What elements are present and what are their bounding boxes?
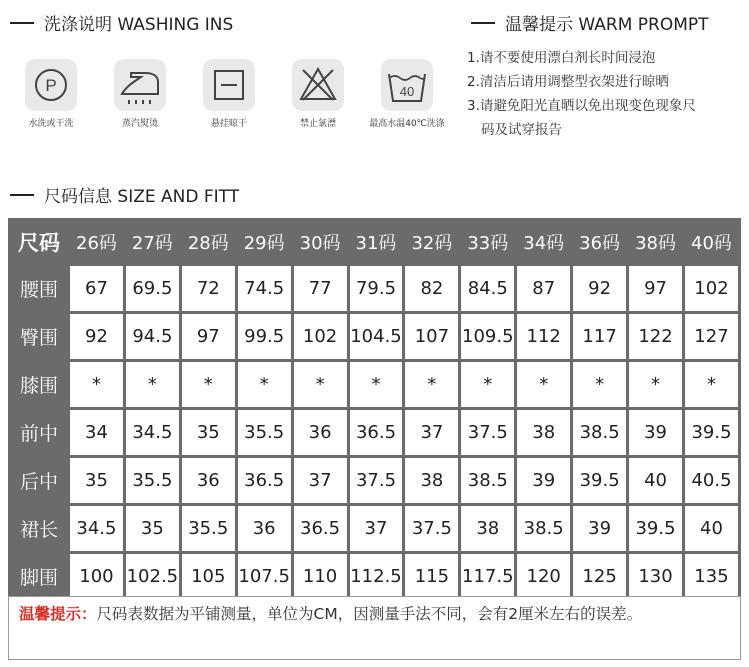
wash-item-wash-40 [364, 58, 450, 129]
wash-item-dry-clean [8, 58, 94, 129]
table-cell: 36.5 [350, 410, 403, 455]
table-row [11, 266, 738, 311]
table-cell: 92 [70, 314, 123, 359]
row-label-cell: 后中 [11, 458, 67, 503]
table-cell: 37.5 [350, 458, 403, 503]
table-cell: 77 [294, 266, 347, 311]
size-header-cell: 27码 [126, 221, 179, 263]
table-cell: 37.5 [405, 506, 458, 551]
table-cell: 39.5 [629, 506, 682, 551]
table-cell: 37.5 [461, 410, 514, 455]
table-cell: 35.5 [238, 410, 291, 455]
wash-temp-text: 40 [399, 84, 415, 99]
washing-title-text: 洗涤说明 WASHING INS [44, 15, 234, 35]
size-header-cell: 26码 [70, 221, 123, 263]
table-cell: 38 [461, 506, 514, 551]
line-dry-icon [202, 58, 256, 112]
table-cell: 37 [405, 410, 458, 455]
table-cell: 120 [517, 554, 570, 599]
table-cell: * [461, 362, 514, 407]
table-cell: * [294, 362, 347, 407]
prompt-line: 1.请不要使用漂白剂长时间浸泡 [467, 50, 656, 66]
table-cell: 40 [629, 458, 682, 503]
table-cell: 94.5 [126, 314, 179, 359]
table-cell: 37 [350, 506, 403, 551]
table-cell: * [350, 362, 403, 407]
table-cell: 35 [70, 458, 123, 503]
wash-item-label: 悬挂晾干 [210, 119, 247, 129]
table-cell: 36 [238, 506, 291, 551]
table-cell: 92 [573, 266, 626, 311]
size-header-cell: 34码 [517, 221, 570, 263]
size-header-cell: 36码 [573, 221, 626, 263]
table-cell: 102 [294, 314, 347, 359]
table-cell: 97 [182, 314, 235, 359]
table-cell: 130 [629, 554, 682, 599]
table-cell: 72 [182, 266, 235, 311]
table-cell: 35.5 [182, 506, 235, 551]
table-cell: 36.5 [238, 458, 291, 503]
row-label-cell: 腰围 [11, 266, 67, 311]
table-cell: * [70, 362, 123, 407]
table-cell: 36 [294, 410, 347, 455]
warm-prompt-list [467, 46, 742, 142]
size-header-cell: 33码 [461, 221, 514, 263]
table-cell: 115 [405, 554, 458, 599]
table-cell: 112.5 [350, 554, 403, 599]
table-row [11, 314, 738, 359]
table-cell: 100 [70, 554, 123, 599]
row-label-cell: 裙长 [11, 506, 67, 551]
wash-40-icon [380, 58, 434, 112]
table-cell: 105 [182, 554, 235, 599]
size-header-cell: 28码 [182, 221, 235, 263]
wash-item-steam-iron [97, 58, 183, 129]
washing-icons-row [8, 58, 453, 128]
table-cell: 38.5 [461, 458, 514, 503]
wash-item-no-bleach [275, 58, 361, 129]
table-cell: 104.5 [350, 314, 403, 359]
table-cell: 38.5 [517, 506, 570, 551]
wash-item-line-dry [186, 58, 272, 129]
table-cell: 109.5 [461, 314, 514, 359]
row-label-cell: 脚围 [11, 554, 67, 599]
table-cell: 38 [405, 458, 458, 503]
table-cell: 107.5 [238, 554, 291, 599]
table-cell: 39 [573, 506, 626, 551]
svg-text:P: P [45, 76, 57, 95]
table-cell: 36.5 [294, 506, 347, 551]
table-cell: 107 [405, 314, 458, 359]
size-section-title [10, 182, 239, 207]
table-cell: 67 [70, 266, 123, 311]
table-cell: 110 [294, 554, 347, 599]
washing-section-title [10, 10, 233, 35]
table-cell: 79.5 [350, 266, 403, 311]
table-cell: 74.5 [238, 266, 291, 311]
note-label: 温馨提示： [19, 605, 97, 623]
table-cell: * [238, 362, 291, 407]
table-cell: 97 [629, 266, 682, 311]
table-cell: 34.5 [126, 410, 179, 455]
table-cell: 82 [405, 266, 458, 311]
title-dash [10, 22, 34, 24]
prompt-line: 3.请避免阳光直晒以免出现变色现象尺 [467, 98, 696, 114]
row-label-cell: 前中 [11, 410, 67, 455]
table-cell: 35 [126, 506, 179, 551]
table-cell: * [517, 362, 570, 407]
table-cell: 40.5 [685, 458, 738, 503]
corner-cell: 尺码 [11, 221, 67, 263]
steam-iron-icon [113, 58, 167, 112]
size-header-cell: 32码 [405, 221, 458, 263]
title-dash [10, 194, 34, 196]
table-cell: * [629, 362, 682, 407]
table-row [11, 362, 738, 407]
row-label-cell: 膝围 [11, 362, 67, 407]
table-cell: * [405, 362, 458, 407]
table-row [11, 506, 738, 551]
table-cell: 39 [517, 458, 570, 503]
warm-prompt-title [471, 10, 709, 35]
warm-prompt-title-text: 温馨提示 WARM PROMPT [505, 15, 709, 35]
table-row [11, 554, 738, 599]
prompt-line: 2.清洁后请用调整型衣架进行晾晒 [467, 74, 669, 90]
table-cell: 122 [629, 314, 682, 359]
size-chart-table [8, 218, 741, 602]
no-bleach-icon [291, 58, 345, 112]
size-header-cell: 40码 [685, 221, 738, 263]
size-title-text: 尺码信息 SIZE AND FITT [44, 187, 240, 207]
size-header-cell: 31码 [350, 221, 403, 263]
table-cell: 39.5 [685, 410, 738, 455]
dry-clean-p-icon [24, 58, 78, 112]
table-cell: 34.5 [70, 506, 123, 551]
table-cell: 87 [517, 266, 570, 311]
wash-item-label: 蒸汽熨烫 [121, 119, 158, 129]
table-cell: 69.5 [126, 266, 179, 311]
table-cell: 35.5 [126, 458, 179, 503]
table-cell: 40 [685, 506, 738, 551]
size-header-cell: 29码 [238, 221, 291, 263]
title-dash [471, 22, 495, 24]
size-header-cell: 38码 [629, 221, 682, 263]
table-row [11, 410, 738, 455]
table-cell: 37 [294, 458, 347, 503]
table-cell: 39 [629, 410, 682, 455]
table-cell: 127 [685, 314, 738, 359]
wash-item-label: 最高水温40℃洗涤 [369, 119, 445, 129]
table-cell: 38.5 [573, 410, 626, 455]
wash-item-label: 禁止氯漂 [299, 119, 336, 129]
wash-item-label: 水洗或干洗 [28, 119, 74, 129]
size-header-row [11, 221, 738, 263]
prompt-line: 码及试穿报告 [481, 122, 562, 138]
table-cell: * [182, 362, 235, 407]
table-cell: 102 [685, 266, 738, 311]
table-cell: 99.5 [238, 314, 291, 359]
table-cell: 117.5 [461, 554, 514, 599]
table-row [11, 458, 738, 503]
table-cell: * [573, 362, 626, 407]
measurement-note [8, 596, 741, 660]
table-cell: 34 [70, 410, 123, 455]
table-cell: 84.5 [461, 266, 514, 311]
table-cell: 125 [573, 554, 626, 599]
row-label-cell: 臀围 [11, 314, 67, 359]
table-cell: 117 [573, 314, 626, 359]
table-cell: 35 [182, 410, 235, 455]
table-cell: 39.5 [573, 458, 626, 503]
table-cell: 102.5 [126, 554, 179, 599]
table-cell: 38 [517, 410, 570, 455]
size-header-cell: 30码 [294, 221, 347, 263]
table-cell: 135 [685, 554, 738, 599]
note-text: 尺码表数据为平铺测量，单位为CM，因测量手法不同，会有2厘米左右的误差。 [96, 605, 643, 623]
table-cell: 112 [517, 314, 570, 359]
table-cell: * [126, 362, 179, 407]
table-cell: 36 [182, 458, 235, 503]
table-cell: * [685, 362, 738, 407]
